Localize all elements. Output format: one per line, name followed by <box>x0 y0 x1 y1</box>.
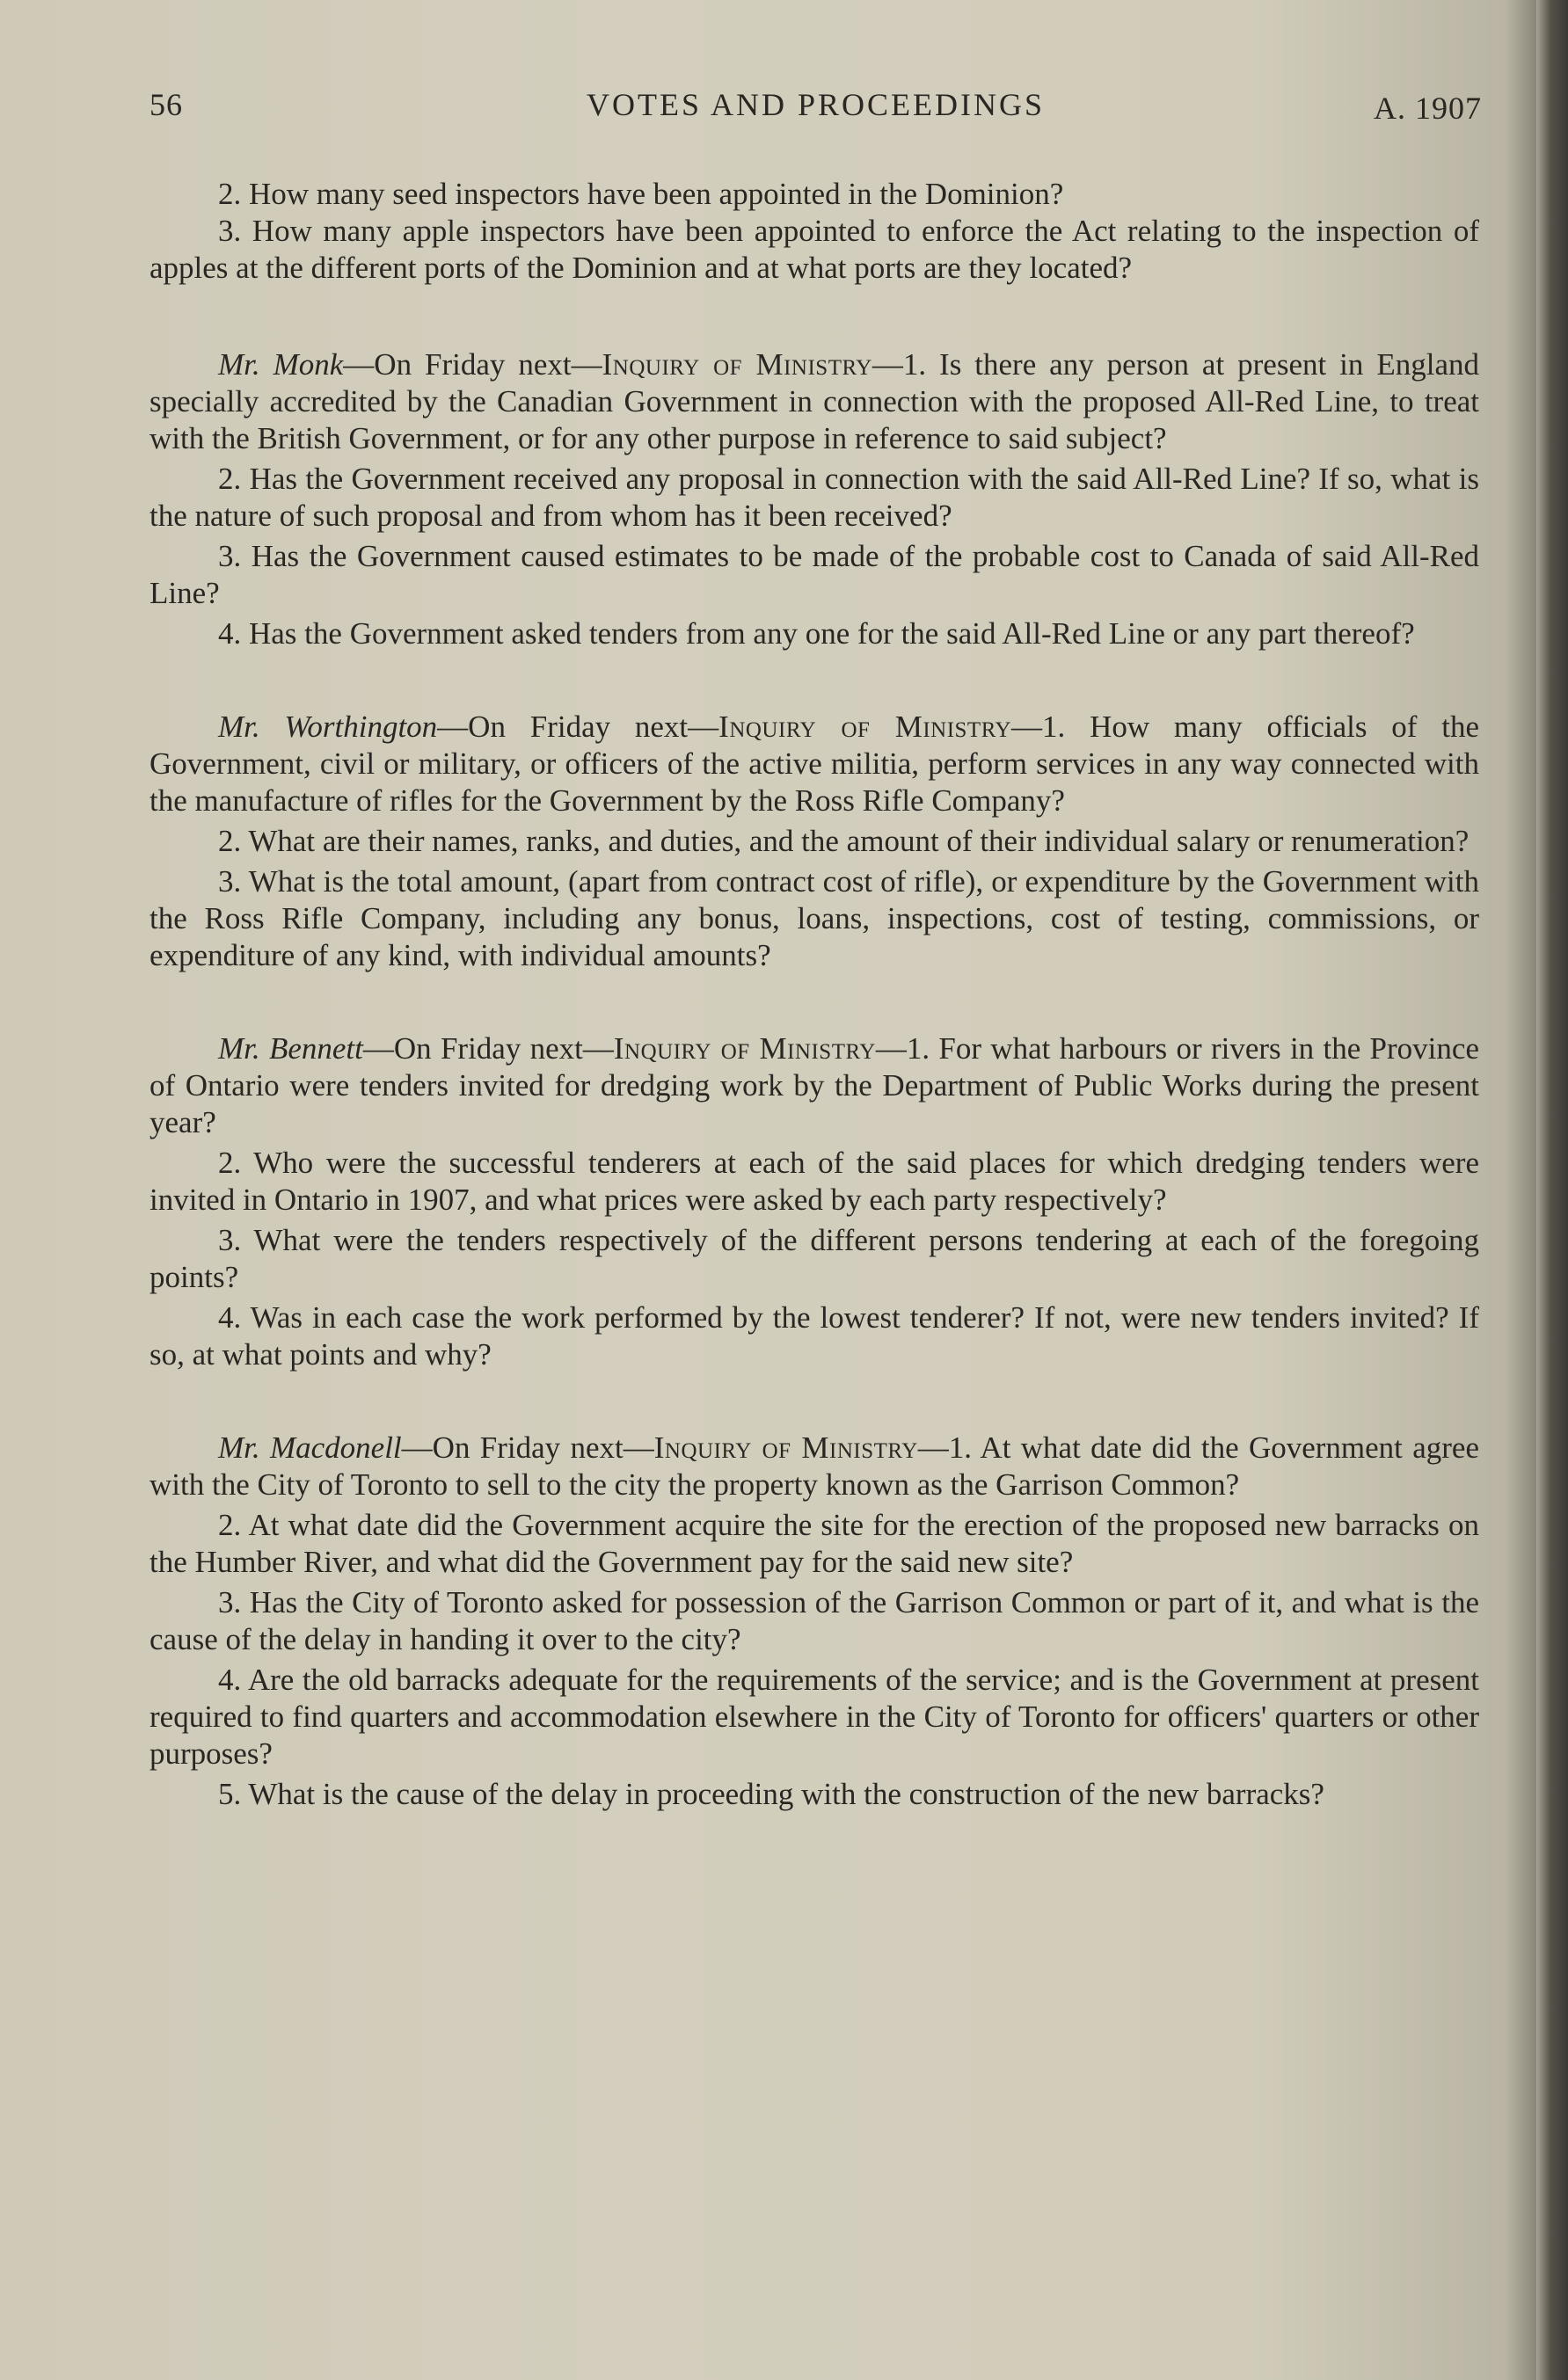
inquiry-label: Inquiry of Ministry <box>613 1031 876 1066</box>
question-paragraph: 3. Has the City of Toronto asked for possession of the Garrison Common or part of it, and what is the cause of the delay in handing it over to the city? <box>150 1585 1479 1656</box>
notice-paragraph: Mr. Bennett—On Friday next—Inquiry of Ministry—1. For what harbours or rivers in the Province of Ontario were tenders invited for dredging work by the Department of Public Works during the present year? <box>150 1031 1479 1139</box>
running-title: VOTES AND PROCEEDINGS <box>586 87 1046 122</box>
notice-paragraph: Mr. Worthington—On Friday next—Inquiry of Ministry—1. How many officials of the Government, civil or military, or officers of the active militia, perform services in any way connected with the manufacture of rifles for the Government by the Ross Rifle Company? <box>150 710 1479 818</box>
question-paragraph: 2. Has the Government received any proposal in connection with the said All-Red Line? If so, what is the nature of such proposal and from whom has it been received? <box>150 462 1479 533</box>
notice-paragraph: Mr. Macdonell—On Friday next—Inquiry of Ministry—1. At what date did the Government agree with the City of Toronto to sell to the city the property known as the Garrison Common? <box>150 1430 1479 1502</box>
question-paragraph: 2. Who were the successful tenderers at each of the said places for which dredging tenders were invited in Ontario in 1907, and what prices were asked by each party respectively? <box>150 1146 1479 1217</box>
member-name: Mr. Monk <box>218 347 344 382</box>
section-continuation <box>150 176 1479 287</box>
member-name: Mr. Macdonell <box>218 1430 402 1465</box>
question-paragraph: 3. What were the tenders respectively of the different persons tendering at each of the foregoing points? <box>150 1223 1479 1294</box>
question-paragraph: 5. What is the cause of the delay in proceeding with the construction of the new barracks? <box>218 1777 1324 1811</box>
question-paragraph: 2. What are their names, ranks, and duties, and the amount of their individual salary or renumeration? <box>218 824 1470 858</box>
inquiry-label: Inquiry of Ministry <box>602 347 872 382</box>
page-body <box>150 176 1479 1869</box>
section-monk <box>150 346 1479 652</box>
question-paragraph: 2. At what date did the Government acquire the site for the erection of the proposed new barracks on the Humber River, and what did the Government pay for the said new site? <box>150 1508 1479 1579</box>
question-paragraph: 2. How many seed inspectors have been appointed in the Dominion? <box>218 177 1064 211</box>
notice-paragraph: Mr. Monk—On Friday next—Inquiry of Ministry—1. Is there any person at present in England specially accredited by the Canadian Government in connection with the proposed All-Red Line, to treat with the British Government, or for any other purpose in reference to said subject? <box>150 347 1479 455</box>
question-paragraph: 3. How many apple inspectors have been appointed to enforce the Act relating to the inspection of apples at the different ports of the Dominion and at what ports are they located? <box>150 214 1479 285</box>
question-paragraph: 3. Has the Government caused estimates to be made of the probable cost to Canada of said All-Red Line? <box>150 539 1479 610</box>
section-macdonell <box>150 1430 1479 1813</box>
page-number: 56 <box>150 87 183 122</box>
question-paragraph: 4. Are the old barracks adequate for the requirements of the service; and is the Government at present required to find quarters and accommodation elsewhere in the City of Toronto for officers' quarters or other purposes? <box>150 1663 1479 1771</box>
question-paragraph: 4. Has the Government asked tenders from any one for the said All-Red Line or any part thereof? <box>218 616 1415 651</box>
page-header <box>150 81 1482 134</box>
member-name: Mr. Bennett <box>218 1031 363 1066</box>
section-worthington <box>150 709 1479 974</box>
question-paragraph: 3. What is the total amount, (apart from contract cost of rifle), or expenditure by the Government with the Ross Rifle Company, including any bonus, loans, inspections, cost of testing, commissions, or expenditure of any kind, with individual amounts? <box>150 864 1479 972</box>
binding-shadow <box>1536 0 1568 2380</box>
member-name: Mr. Worthington <box>218 710 438 744</box>
session-year: A. 1907 <box>1374 91 1482 126</box>
section-bennett <box>150 1030 1479 1373</box>
inquiry-label: Inquiry of Ministry <box>653 1430 918 1465</box>
inquiry-label: Inquiry of Ministry <box>718 710 1012 744</box>
question-paragraph: 4. Was in each case the work performed by the lowest tenderer? If not, were new tenders invited? If so, at what points and why? <box>150 1300 1479 1372</box>
